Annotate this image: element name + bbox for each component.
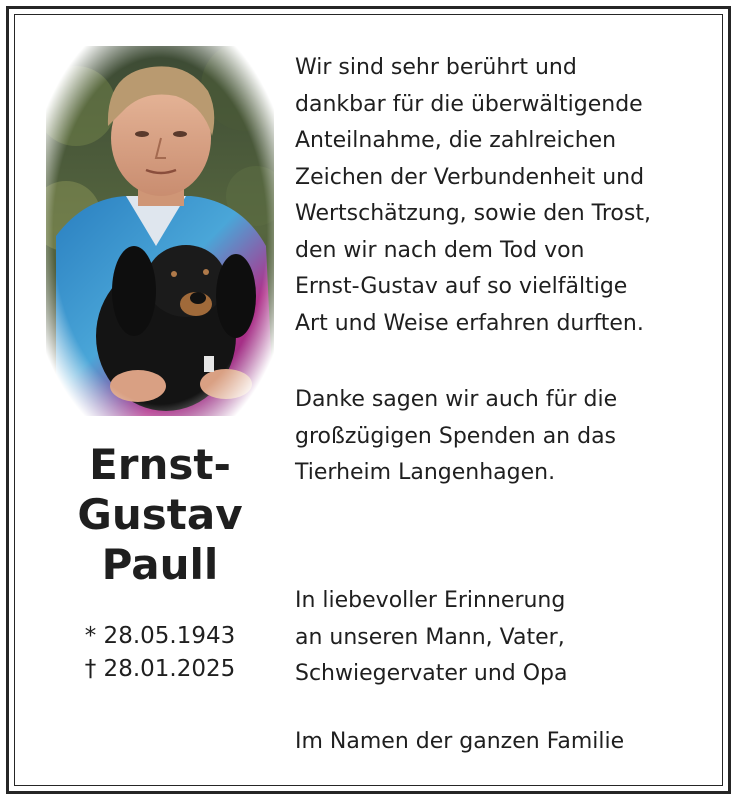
life-dates [46,620,274,686]
donation-line: Tierheim Langenhagen. [295,460,556,485]
name-line-3: Paull [101,540,219,589]
thanks-paragraph [295,50,651,342]
death-date: † 28.01.2025 [84,656,236,682]
name-line-2: Gustav [77,490,243,539]
thanks-line: Ernst-Gustav auf so vielfältige [295,274,628,299]
thanks-line: Art und Weise erfahren durften. [295,310,644,336]
thanks-line: Zeichen der Verbundenheit und [295,164,645,190]
family-line: Im Namen der ganzen Familie [295,729,625,754]
portrait-photo [46,46,274,416]
portrait-man-with-dog-icon [46,46,274,416]
donation-line: großzügigen Spenden an das [295,423,617,449]
thanks-line: Wir sind sehr berührt und [295,55,577,80]
birth-date: * 28.05.1943 [84,623,236,649]
family-signature [295,724,624,761]
memory-paragraph [295,583,568,693]
name-line-1: Ernst- [89,440,231,489]
donation-line: Danke sagen wir auch für die [295,387,618,412]
thanks-line: Anteilnahme, die zahlreichen [295,128,617,153]
thanks-line: dankbar für die überwältigende [295,91,643,117]
donation-paragraph [295,382,617,492]
deceased-name [46,440,274,590]
thanks-line: den wir nach dem Tod von [295,237,585,263]
memory-line: In liebevoller Erinnerung [295,588,566,613]
memory-line: Schwiegervater und Opa [295,661,568,686]
memory-line: an unseren Mann, Vater, [295,624,565,650]
thanks-line: Wertschätzung, sowie den Trost, [295,201,651,226]
